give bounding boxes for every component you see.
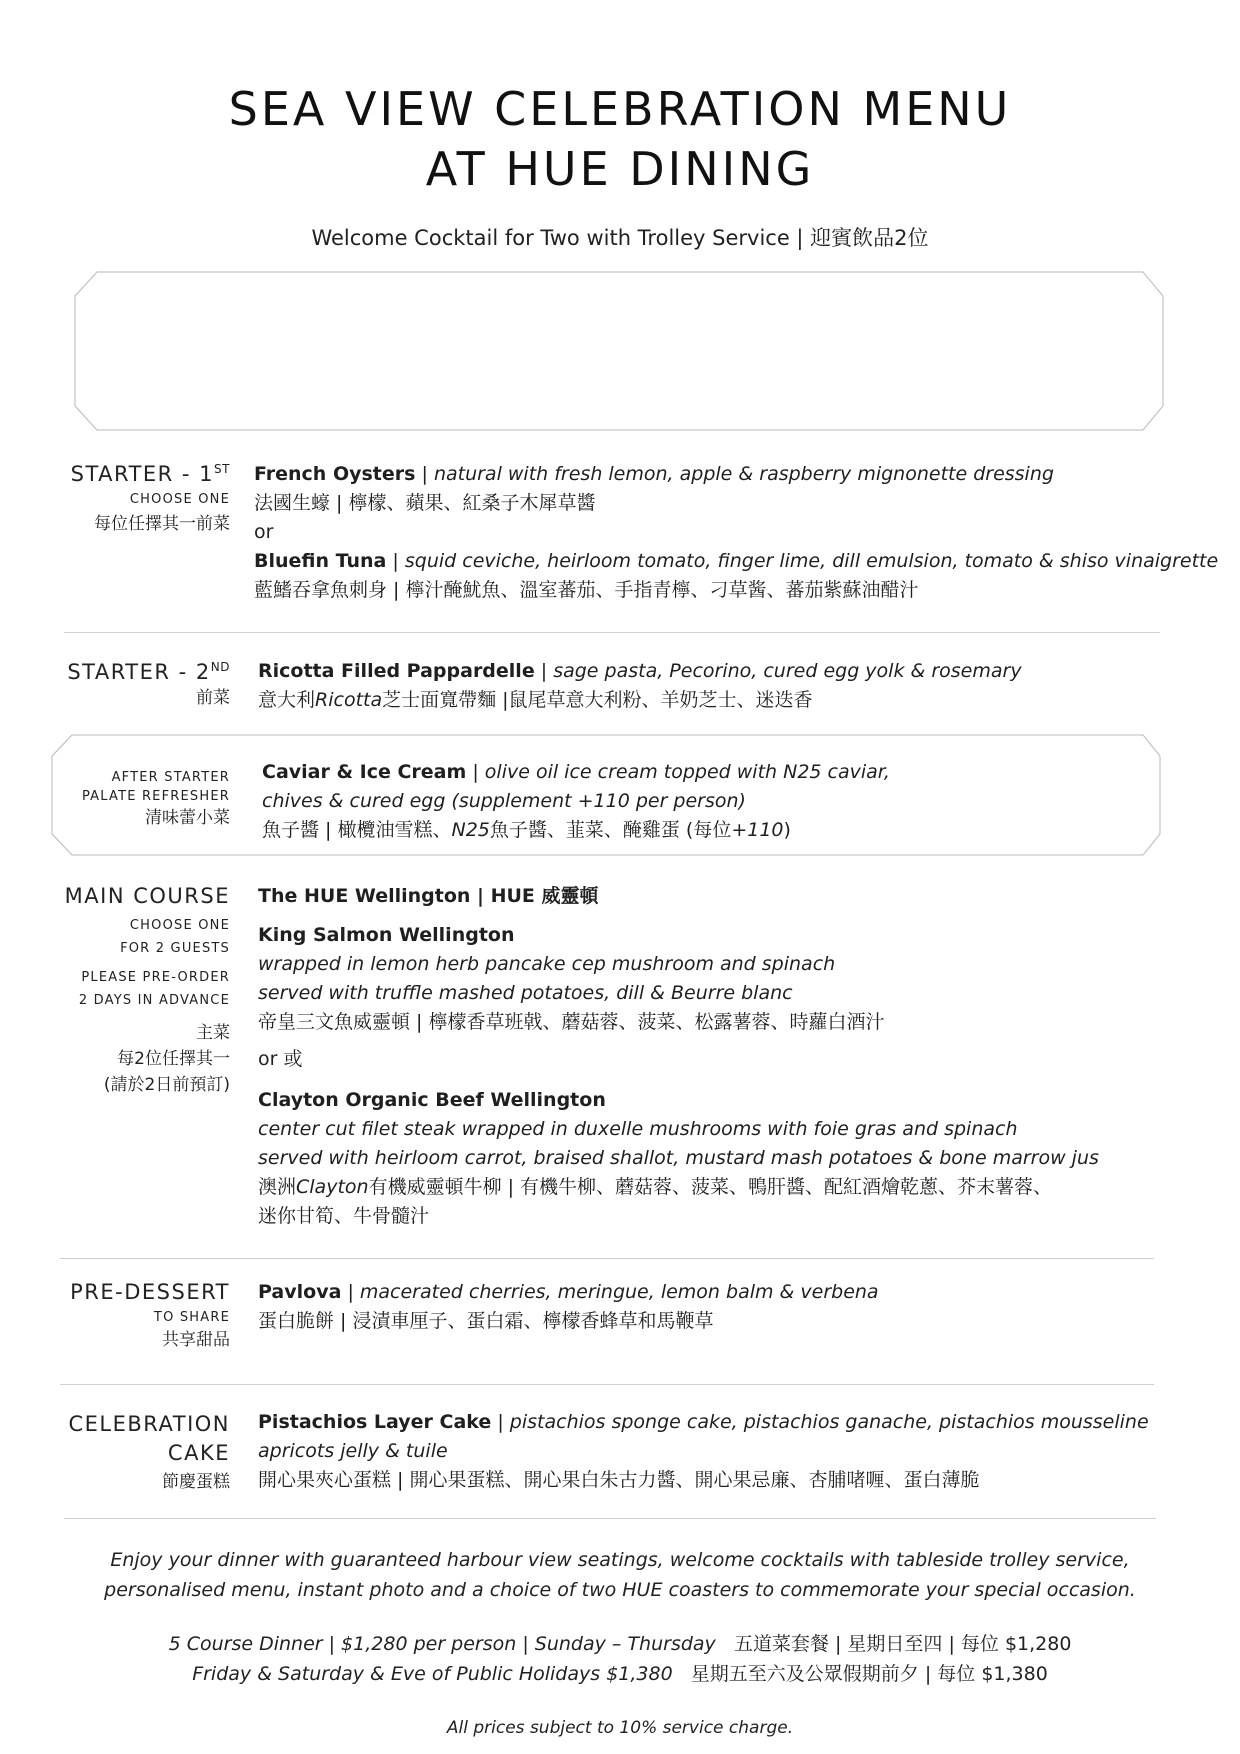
zh-text: 澳洲	[258, 1176, 297, 1198]
dish-ricotta-pappardelle	[258, 657, 1198, 686]
separator: |	[491, 1411, 510, 1433]
main-zh3: (請於2日前預訂)	[103, 1075, 230, 1095]
main-content	[258, 882, 1198, 1231]
dish-french-oysters	[254, 460, 1194, 489]
main-heading: The HUE Wellington | HUE 威靈頓	[258, 885, 599, 907]
dish-name: Pavlova	[258, 1281, 342, 1303]
starter1-zh: 每位任擇其一前菜	[94, 514, 230, 534]
cake-title-line2: CAKE	[167, 1441, 230, 1465]
starter2-zh: 前菜	[196, 688, 230, 708]
starter1-sub: CHOOSE ONE	[129, 492, 230, 507]
dish-pavlova	[258, 1278, 1198, 1307]
zh-text: 魚子醬、韮菜、醃雞蛋 (每位	[489, 819, 732, 841]
separator: |	[341, 1281, 360, 1303]
dish-zh	[258, 1173, 1198, 1202]
zh-text: )	[783, 819, 791, 841]
dish-description: center cut filet steak wrapped in duxelle mushrooms with foie gras and spinach	[258, 1118, 1018, 1140]
zh-italic: N25	[451, 819, 490, 841]
service-charge-note: All prices subject to 10% service charge.	[446, 1718, 794, 1738]
predessert-zh: 共享甜品	[162, 1330, 230, 1350]
predessert-sub: TO SHARE	[153, 1310, 230, 1325]
starter1-title-sup: ST	[214, 462, 230, 476]
dish-bluefin-tuna	[254, 547, 1219, 576]
predessert-title: PRE-DESSERT	[70, 1280, 230, 1304]
dish-zh: 法國生蠔 | 檸檬、蘋果、紅桑子木犀草醬	[254, 492, 596, 514]
main-sub1: CHOOSE ONE	[129, 918, 230, 933]
dish-caviar-ice-cream	[262, 758, 1202, 787]
main-sub4: 2 DAYS IN ADVANCE	[78, 993, 230, 1008]
dish-pistachios-cake	[258, 1408, 1198, 1437]
dish-description: served with truffle mashed potatoes, dill & Beurre blanc	[258, 982, 793, 1004]
dish-zh: 藍鰭吞拿魚刺身 | 檸汁醃魷魚、溫室蕃茄、手指青檸、刁草酱、蕃茄紫蘇油醋汁	[254, 579, 919, 601]
dish-description: sage pasta, Pecorino, cured egg yolk & rosemary	[553, 660, 1022, 682]
refresher-sub1: AFTER STARTER	[111, 770, 230, 785]
dish-zh	[262, 816, 1202, 845]
predessert-content	[258, 1278, 1198, 1336]
price-zh: 星期五至六及公眾假期前夕 | 每位 $1,380	[690, 1663, 1048, 1685]
main-title: MAIN COURSE	[64, 884, 230, 908]
main-sub2: FOR 2 GUESTS	[120, 941, 230, 956]
refresher-label	[40, 768, 230, 830]
zh-italic: +110	[731, 819, 784, 841]
dish-name: Caviar & Ice Cream	[262, 761, 467, 783]
zh-text: 有機威靈頓牛柳 | 有機牛柳、蘑菇蓉、菠菜、鴨肝醬、配紅酒燴乾蔥、芥末薯蓉、	[368, 1176, 1053, 1198]
starter2-title-sup: ND	[210, 660, 230, 674]
dish-description: squid ceviche, heirloom tomato, finger lime, dill emulsion, tomato & shiso vinaigrette	[404, 550, 1219, 572]
dish-name: Pistachios Layer Cake	[258, 1411, 492, 1433]
divider	[60, 1258, 1154, 1259]
dish-king-salmon: King Salmon Wellington	[258, 924, 515, 946]
dish-description: wrapped in lemon herb pancake cep mushroom and spinach	[258, 953, 836, 975]
footer-note-line2: personalised menu, instant photo and a choice of two HUE coasters to commemorate your special occasion.	[104, 1579, 1136, 1601]
starter2-content	[258, 657, 1198, 715]
menu-title-line2: AT HUE DINING	[425, 142, 815, 196]
refresher-content	[262, 758, 1202, 845]
refresher-zh: 清味蕾小菜	[145, 808, 230, 828]
price-en: Friday & Saturday & Eve of Public Holidays $1,380	[192, 1663, 673, 1685]
dish-name: French Oysters	[254, 463, 416, 485]
photo-frame	[75, 272, 1163, 430]
menu-title-line1: SEA VIEW CELEBRATION MENU	[228, 82, 1012, 136]
dish-name: Bluefin Tuna	[254, 550, 387, 572]
separator: |	[415, 463, 434, 485]
starter1-label	[40, 462, 230, 536]
main-zh1: 主菜	[196, 1023, 230, 1043]
cake-zh: 節慶蛋糕	[162, 1472, 230, 1492]
menu-subtitle: Welcome Cocktail for Two with Trolley Service | 迎賓飲品2位	[311, 226, 929, 250]
dish-zh: 開心果夾心蛋糕 | 開心果蛋糕、開心果白朱古力醬、開心果忌廉、杏脯啫喱、蛋白薄脆	[258, 1469, 980, 1491]
dish-zh: 帝皇三文魚威靈頓 | 檸檬香草班戟、蘑菇蓉、菠菜、松露薯蓉、時蘿白酒汁	[258, 1011, 885, 1033]
footer-note-line1: Enjoy your dinner with guaranteed harbour view seatings, welcome cocktails with tableside trolley service,	[110, 1549, 1130, 1571]
zh-italic: Ricotta	[315, 689, 383, 711]
predessert-label	[40, 1280, 230, 1352]
dish-description: macerated cherries, meringue, lemon balm & verbena	[359, 1281, 879, 1303]
price-line2	[0, 1660, 1240, 1689]
starter1-content	[254, 460, 1219, 605]
zh-text: 芝士面寬帶麵 |鼠尾草意大利粉、羊奶芝士、迷迭香	[382, 689, 813, 711]
price-en: 5 Course Dinner | $1,280 per person | Sunday – Thursday	[168, 1633, 716, 1655]
dish-clayton-beef: Clayton Organic Beef Wellington	[258, 1089, 606, 1111]
main-label	[40, 884, 230, 1098]
dish-description: served with heirloom carrot, braised shallot, mustard mash potatoes & bone marrow jus	[258, 1147, 1099, 1169]
divider	[60, 1384, 1154, 1385]
main-sub3: PLEASE PRE-ORDER	[81, 970, 230, 985]
dish-description: olive oil ice cream topped with N25 caviar,	[484, 761, 890, 783]
dish-description: chives & cured egg (supplement +110 per person)	[262, 790, 746, 812]
dish-zh: 蛋白脆餅 | 浸漬車厘子、蛋白霜、檸檬香蜂草和馬鞭草	[258, 1310, 714, 1332]
or-text: or	[254, 521, 274, 543]
dish-description: pistachios sponge cake, pistachios ganache, pistachios mousseline	[509, 1411, 1149, 1433]
separator: |	[466, 761, 485, 783]
starter2-title: STARTER - 2	[67, 660, 211, 684]
price-zh: 五道菜套餐 | 星期日至四 | 每位 $1,280	[733, 1633, 1072, 1655]
dish-zh: 迷你甘筍、牛骨髓汁	[258, 1205, 430, 1227]
starter2-label	[40, 660, 230, 710]
zh-text: 魚子醬 | 橄欖油雪糕、	[262, 819, 452, 841]
divider	[64, 632, 1160, 633]
dish-description: natural with fresh lemon, apple & raspberry mignonette dressing	[433, 463, 1054, 485]
main-zh2: 每2位任擇其一	[117, 1049, 230, 1069]
zh-italic: Clayton	[296, 1176, 369, 1198]
separator: |	[386, 550, 405, 572]
dish-description: apricots jelly & tuile	[258, 1440, 448, 1462]
refresher-sub2: PALATE REFRESHER	[81, 789, 230, 804]
separator: |	[534, 660, 554, 682]
starter1-title: STARTER - 1	[70, 462, 215, 486]
or-text: or 或	[258, 1048, 303, 1070]
dish-zh	[258, 686, 1198, 715]
cake-title-line1: CELEBRATION	[68, 1412, 230, 1436]
cake-label	[40, 1410, 230, 1494]
price-line1	[0, 1630, 1240, 1659]
zh-text: 意大利	[258, 689, 316, 711]
cake-content	[258, 1408, 1198, 1495]
dish-name: Ricotta Filled Pappardelle	[258, 660, 535, 682]
divider	[64, 1518, 1156, 1519]
